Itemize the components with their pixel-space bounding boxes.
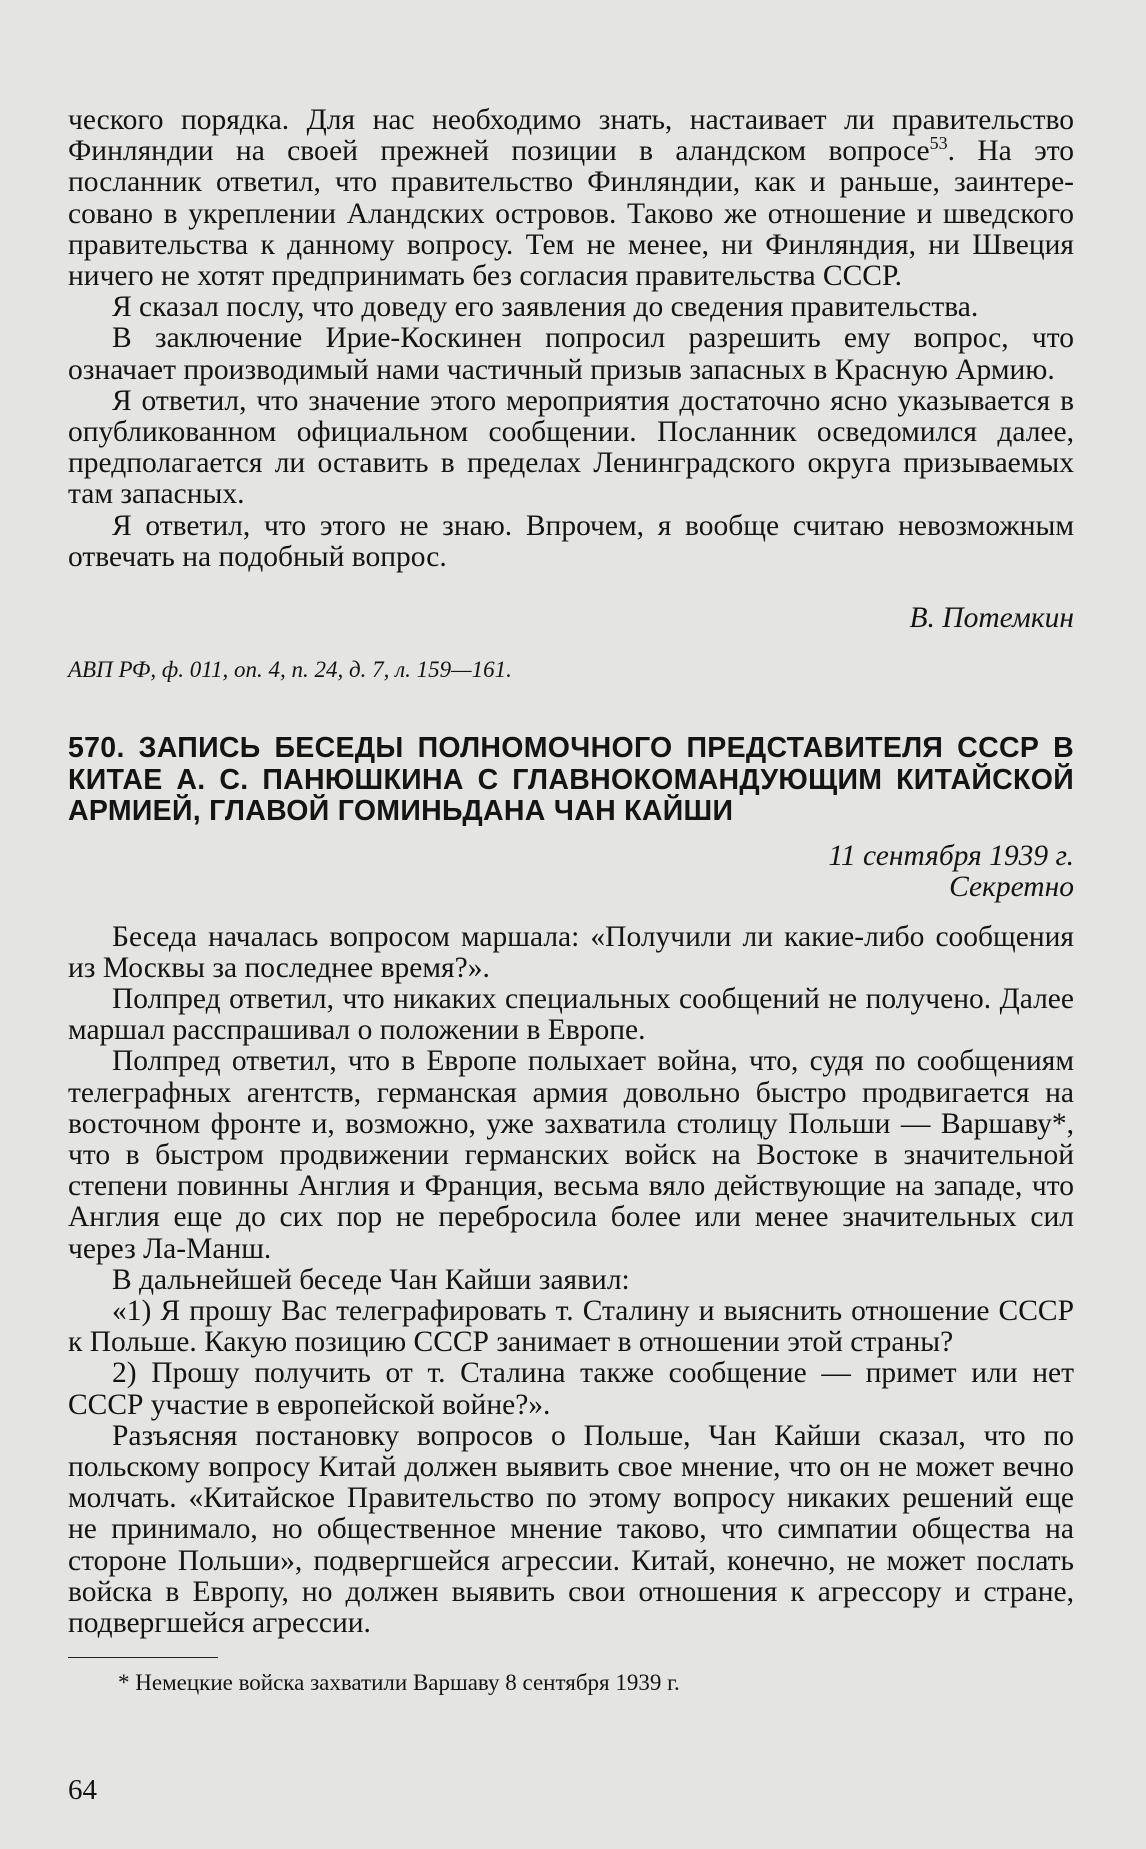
body-paragraph: Полпред ответил, что в Европе полыхает война, что, судя по сообщениям телеграфных агентств, германская армия довольно быстро продвигается на восточном фронте и, возможно, уже захватила столицу Польши — Варшаву*, что в быстром продвижении германских войск на Востоке в значительной степени повинны Англия и Франция, весьма вяло действующие на западе, что Англия еще до сих пор не перебросила более или менее значительных сил через Ла-Манш. — [68, 1045, 1074, 1265]
document-title: 570. ЗАПИСЬ БЕСЕДЫ ПОЛНОМОЧНОГО ПРЕДСТАВИТЕЛЯ СССР В КИТАЕ А. С. ПАНЮШКИНА С ГЛАВНОКОМАНДУЮЩИМ КИТАЙСКОЙ АРМИЕЙ, ГЛАВОЙ ГОМИНЬДАНА ЧАН КАЙШИ — [68, 732, 1074, 828]
continuation-paragraph-5: Я ответил, что этого не знаю. Впрочем, я вообще считаю невозможным отвечать на подобный вопрос. — [68, 509, 1074, 573]
continuation-paragraph-3: В заключение Ирие-Коскинен попросил разрешить ему вопрос, что означает производимый нами частичный призыв запасных в Красную Армию. — [68, 322, 1074, 386]
page-content — [68, 105, 1074, 1697]
continuation-paragraph-1-tail: . На это посланник ответил, что правительство Финляндии, как и раньше, заинтересовано в укреплении Аландских островов. Таково же отношение и шведского правительства к данному вопросу. Тем не менее, ни Финляндия, ни Швеция ничего не хотят предпринимать без согласия правительства СССР. — [68, 135, 1075, 293]
endnote-ref: 53 — [929, 133, 948, 154]
continuation-paragraph-1-text: ческого порядка. Для нас необходимо знать, настаивает ли правительство Финляндии на своей прежней позиции в аландском вопросе — [68, 104, 1074, 168]
body-paragraph: «1) Я прошу Вас телеграфировать т. Сталину и выяснить отношение СССР к Польше. Какую позицию СССР занимает в отношении этой страны? — [68, 1294, 1074, 1359]
body-paragraph: Беседа началась вопросом маршала: «Получили ли какие-либо сообщения из Москвы за последнее время?». — [68, 920, 1074, 984]
document-body — [68, 922, 1074, 1640]
document-date: 11 сентября 1939 г. — [828, 839, 1074, 872]
page-number: 64 — [68, 1774, 97, 1806]
footnote-divider — [68, 1657, 218, 1658]
footnote: * Немецкие войска захватили Варшаву 8 сентября 1939 г. — [118, 1670, 680, 1696]
body-paragraph: Разъясняя постановку вопросов о Польше, Чан Кайши сказал, что по польскому вопросу Китай должен выявить свое мнение, что он не может вечно молчать. «Китайское Правительство по этому вопросу никаких решений еще не принимало, но общественное мнение таково, что симпатии общества на стороне Польши», подвергшейся агрессии. Китай, конечно, не может послать войска в Европу, но должен выявить свои отношения к агрессору и стране, подвергшейся агрессии. — [68, 1419, 1074, 1640]
continuation-paragraph-1 — [68, 105, 1074, 292]
body-paragraph: 2) Прошу получить от т. Сталина также сообщение — примет или нет СССР участие в европейской войне?». — [68, 1357, 1074, 1421]
body-paragraph: В дальнейшей беседе Чан Кайши заявил: — [112, 1263, 630, 1296]
archive-reference: АВП РФ, ф. 011, оп. 4, п. 24, д. 7, л. 159—161. — [68, 657, 512, 683]
document-classification: Секретно — [949, 870, 1074, 903]
signature: В. Потемкин — [909, 602, 1074, 635]
continuation-paragraph-2: Я сказал послу, что доведу его заявления до сведения правительства. — [112, 291, 979, 324]
body-paragraph: Полпред ответил, что никаких специальных сообщений не получено. Далее маршал расспрашивал о положении в Европе. — [68, 982, 1074, 1047]
continuation-paragraph-4: Я ответил, что значение этого мероприятия достаточно ясно указывается в опубликованном официальном сообщении. Посланник осведомился далее, предполагается ли оставить в пределах Ленинградского округа призываемых там запасных. — [68, 384, 1074, 511]
